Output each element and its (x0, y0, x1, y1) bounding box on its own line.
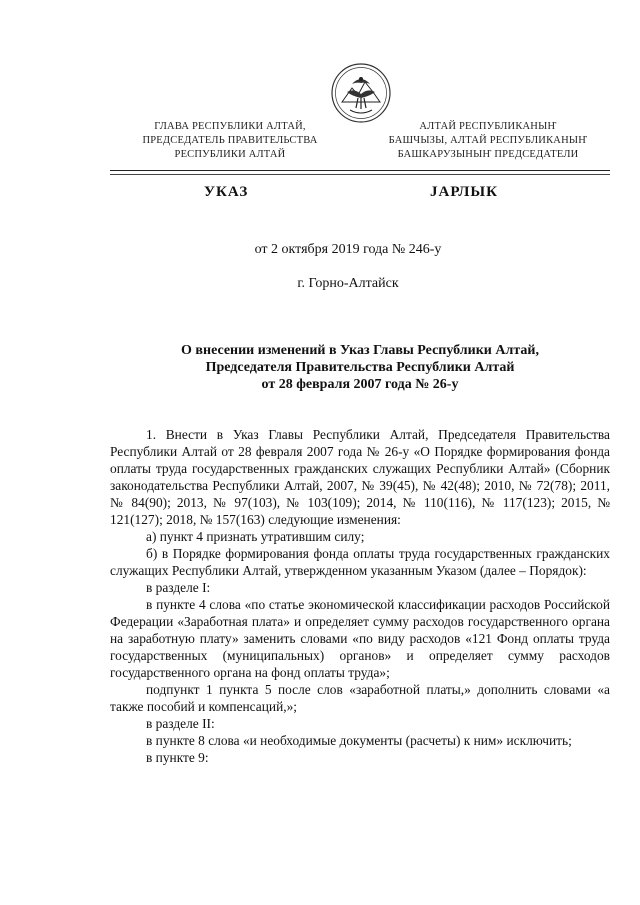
header-divider-thin (110, 174, 610, 175)
decree-body (110, 426, 610, 766)
paragraph-item-1: 1. Внести в Указ Главы Республики Алтай, Председателя Правительства Республики Алтай от 28 февраля 2007 года № 26-у «О Порядке формирования фонда оплаты труда государственных гражданских служащих Республики Алтай» (Сборник законодательства Республики Алтай, 2007, № 39(45), № 42(48); 2010, № 72(78); 2011, № 84(90); 2013, № 97(103), № 103(109); 2014, № 110(116), № 117(123); 2015, № 121(127); 2018, № 157(163) следующие изменения: (110, 427, 610, 527)
paragraph-subitem-a: а) пункт 4 признать утратившим силу; (146, 529, 365, 544)
paragraph-point-4: в пункте 4 слова «по статье экономической классификации расходов Российской Федерации «Заработная плата» и определяет сумму расходов государственного органа на заработную плату» заменить словами «по виду расходов «121 Фонд оплаты труда государственных (муниципальных) органов» и определяет сумму расходов государственного органа на фонд оплаты труда»; (110, 597, 610, 680)
issuer-name-altai (362, 120, 614, 162)
coat-of-arms-emblem (330, 62, 392, 124)
paragraph-section-2: в разделе II: (146, 716, 215, 731)
decree-city: г. Горно-Алтайск (297, 276, 399, 291)
issuer-ru-line-2: ПРЕДСЕДАТЕЛЬ ПРАВИТЕЛЬСТВА (142, 135, 318, 146)
issuer-alt-line-3: БАШКАРУЗЫНЫҤ ПРЕДСЕДАТЕЛИ (397, 149, 579, 160)
issuer-name-russian (130, 120, 330, 162)
issuer-alt-line-2: БАШЧЫЗЫ, АЛТАЙ РЕСПУБЛИКАНЫҤ (388, 135, 588, 146)
decree-title (110, 342, 610, 393)
issuer-alt-line-1: АЛТАЙ РЕСПУБЛИКАНЫҤ (419, 121, 557, 132)
doc-type-russian: УКАЗ (204, 184, 249, 200)
title-line-1: О внесении изменений в Указ Главы Республики Алтай, (181, 343, 539, 358)
paragraph-point-9: в пункте 9: (146, 750, 209, 765)
doc-type-altai: JАРЛЫК (430, 184, 499, 200)
title-line-2: Председателя Правительства Республики Алтай (205, 360, 515, 375)
issuer-ru-line-3: РЕСПУБЛИКИ АЛТАЙ (174, 149, 286, 160)
header-divider-thick (110, 170, 610, 171)
paragraph-section-1: в разделе I: (146, 580, 211, 595)
title-line-3: от 28 февраля 2007 года № 26-у (261, 377, 459, 392)
issuer-ru-line-1: ГЛАВА РЕСПУБЛИКИ АЛТАЙ, (154, 121, 306, 132)
paragraph-point-5: подпункт 1 пункта 5 после слов «заработной платы,» дополнить словами «а также пособий и компенсаций,»; (110, 682, 610, 714)
decree-date-number: от 2 октября 2019 года № 246-у (254, 242, 442, 257)
paragraph-subitem-b: б) в Порядке формирования фонда оплаты труда государственных гражданских служащих Республики Алтай, утвержденном указанным Указом (далее – Порядок): (110, 546, 610, 578)
paragraph-point-8: в пункте 8 слова «и необходимые документы (расчеты) к ним» исключить; (146, 733, 572, 748)
